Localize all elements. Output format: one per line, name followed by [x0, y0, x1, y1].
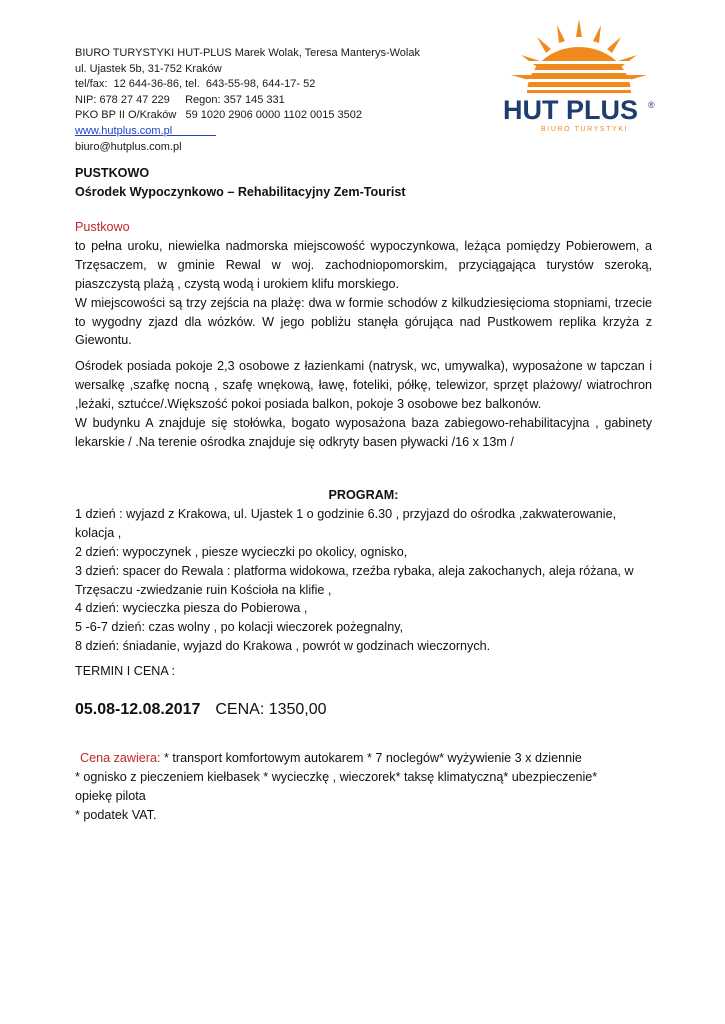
company-phone: tel/fax: 12 644-36-86, tel. 643-55-98, 644-17- 52: [75, 78, 316, 91]
logo-tagline: BIURO TURYSTYKI: [541, 126, 629, 133]
includes-label: Cena zawiera:: [80, 751, 161, 765]
facility-paragraph-2: W budynku A znajduje się stołówka, bogato wyposażona baza zabiegowo-rehabilitacyjna , gabinety lekarskie / .Na terenie ośrodka znajduje się odkryty basen pływacki /16 x 13m /: [75, 415, 652, 449]
price-includes: [75, 749, 652, 825]
trip-price: CENA: 1350,00: [215, 701, 327, 718]
program-day-3: 3 dzień: spacer do Rewala : platforma widokowa, rzeźba rybaka, aleja zakochanych, aleja różana, w Trzęsaczu -zwiedzanie ruin Kościoła na klifie ,: [75, 563, 634, 597]
program-heading: PROGRAM:: [328, 488, 399, 502]
intro-section: [75, 218, 652, 350]
company-header: [75, 46, 475, 155]
trip-dates: 05.08-12.08.2017: [75, 701, 201, 718]
includes-line-2: * ognisko z pieczeniem kiełbasek * wycieczkę , wieczorek* taksę klimatyczną* ubezpieczenie* opiekę pilota: [75, 769, 598, 803]
company-email: biuro@hutplus.com.pl: [75, 140, 182, 153]
intro-heading: Pustkowo: [75, 220, 130, 234]
intro-paragraph-1: to pełna uroku, niewielka nadmorska miejscowość wypoczynkowa, leżąca pomiędzy Pobierowem, a Trzęsaczem, w gminie Rewal w woj. zachodniopomorskim, przyciągająca turystów szeroką, piaszczystą plażą , czystą wodą i urokiem klifu morskiego.: [75, 238, 652, 291]
term-price-label: TERMIN I CENA :: [75, 664, 176, 678]
title-block: [75, 164, 652, 202]
includes-line-3: * podatek VAT.: [75, 807, 157, 822]
program-day-8: 8 dzień: śniadanie, wyjazd do Krakowa , powrót w godzinach wieczornych.: [75, 639, 491, 654]
company-nip-regon: NIP: 678 27 47 229 Regon: 357 145 331: [75, 93, 285, 106]
sun-logo-icon: [497, 15, 662, 135]
term-price-line: [75, 699, 327, 721]
program-day-2: 2 dzień: wypoczynek , piesze wycieczki po okolicy, ognisko,: [75, 544, 408, 559]
resort-title: Ośrodek Wypoczynkowo – Rehabilitacyjny Zem-Tourist: [75, 184, 406, 199]
program-day-4: 4 dzień: wycieczka piesza do Pobierowa ,: [75, 601, 308, 616]
company-address: ul. Ujastek 5b, 31-752 Kraków: [75, 62, 222, 75]
hut-plus-logo: [497, 15, 662, 135]
company-bank-account: PKO BP II O/Kraków 59 1020 2906 0000 1102 0015 3502: [75, 109, 363, 122]
company-name: BIURO TURYSTYKI HUT-PLUS Marek Wolak, Teresa Manterys-Wolak: [75, 47, 420, 59]
registered-mark: ®: [648, 100, 655, 110]
facility-paragraph-1: Ośrodek posiada pokoje 2,3 osobowe z łazienkami (natrysk, wc, umywalka), wyposażone w tapczan i wersalkę ,szafkę nocną , szafę wnękową, ławę, foteliki, półkę, telewizor, sprzęt plażowy/ wiatrochron ,leżaki, sztućce/.Większość pokoi posiada balkon, pokoje 3 osobowe bez balkonów.: [75, 359, 652, 411]
place-title: PUSTKOWO: [75, 166, 150, 180]
intro-paragraph-2: W miejscowości są trzy zejścia na plażę: dwa w formie schodów z kilkudziesięcioma stopniami, trzecie to wygodny zjazd dla wózków. W jego pobliżu stanęła górująca nad Pustkowem replika krzyża z Giewontu.: [75, 295, 652, 348]
logo-brand-text: HUT PLUS: [503, 95, 638, 125]
website-link[interactable]: www.hutplus.com.pl: [75, 124, 173, 137]
includes-line-1: * transport komfortowym autokarem * 7 noclegów* wyżywienie 3 x dziennie: [160, 751, 582, 765]
facility-section: [75, 357, 652, 452]
program-section: [75, 486, 652, 656]
program-day-5-7: 5 -6-7 dzień: czas wolny , po kolacji wieczorek pożegnalny,: [75, 620, 404, 635]
program-day-1: 1 dzień : wyjazd z Krakowa, ul. Ujastek 1 o godzinie 6.30 , przyjazd do ośrodka ,zakwaterowanie, kolacja ,: [75, 506, 617, 540]
